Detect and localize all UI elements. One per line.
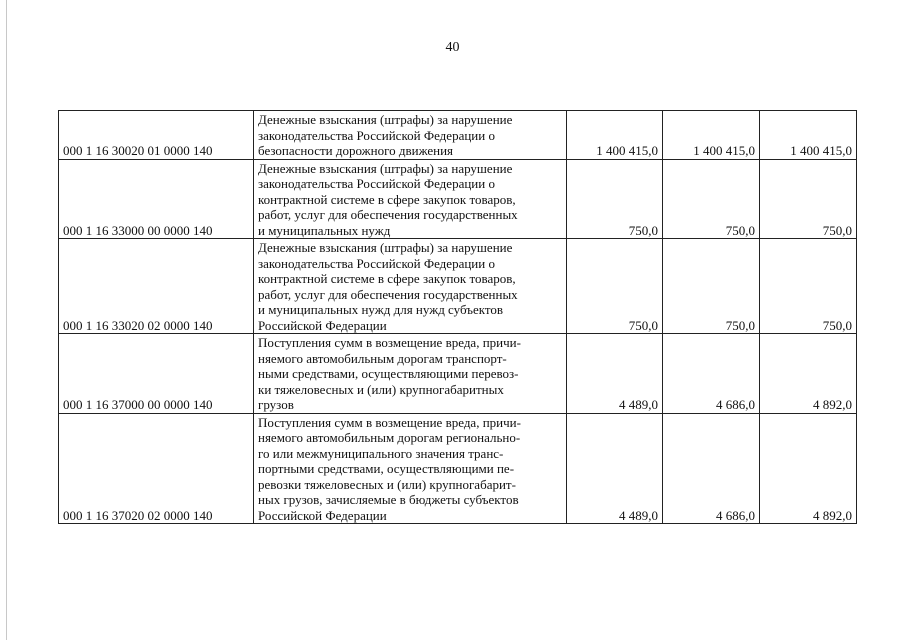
amount-year-2-cell: 1 400 415,0: [663, 111, 760, 160]
budget-table: [58, 110, 857, 524]
description-cell: [254, 334, 567, 414]
description-cell: [254, 111, 567, 160]
description-line: грузов: [258, 397, 294, 412]
description-line: работ, услуг для обеспечения государственных: [258, 207, 518, 222]
amount-year-1-cell: 750,0: [567, 239, 663, 334]
description-cell: [254, 413, 567, 524]
description-line: ревозки тяжеловесных и (или) крупногабарит-: [258, 476, 516, 492]
amount-year-3-cell: 4 892,0: [760, 413, 857, 524]
amount-year-3-cell: 750,0: [760, 239, 857, 334]
description-cell: [254, 159, 567, 239]
description-line: Денежные взыскания (штрафы) за нарушение: [258, 240, 513, 255]
description-line: контрактной системе в сфере закупок товаров,: [258, 271, 516, 286]
description-line: Поступления сумм в возмещение вреда, причи-: [258, 414, 521, 430]
description-cell: [254, 239, 567, 334]
description-line: и муниципальных нужд: [258, 222, 391, 238]
amount-year-2-cell: 4 686,0: [663, 413, 760, 524]
description-line: няемого автомобильным дорогам транспорт-: [258, 350, 507, 366]
description-line: няемого автомобильным дорогам регионально-: [258, 430, 521, 445]
description-line: и муниципальных нужд для нужд субъектов: [258, 302, 504, 317]
description-line: ными средствами, осуществляющими перевоз-: [258, 366, 519, 381]
kbk-code-cell: 000 1 16 37000 00 0000 140: [59, 334, 254, 414]
kbk-code-cell: 000 1 16 30020 01 0000 140: [59, 111, 254, 160]
amount-year-1-cell: 4 489,0: [567, 413, 663, 524]
description-line: ки тяжеловесных и (или) крупногабаритных: [258, 381, 504, 397]
kbk-code-cell: 000 1 16 33020 02 0000 140: [59, 239, 254, 334]
description-line: Поступления сумм в возмещение вреда, причи-: [258, 335, 521, 350]
amount-year-1-cell: 4 489,0: [567, 334, 663, 414]
scan-edge-line: [6, 0, 7, 640]
description-line: ных грузов, зачисляемые в бюджеты субъектов: [258, 492, 519, 507]
description-line: законодательства Российской Федерации о: [258, 176, 495, 191]
amount-year-1-cell: 1 400 415,0: [567, 111, 663, 160]
amount-year-2-cell: 750,0: [663, 159, 760, 239]
table-row: [59, 239, 857, 334]
description-line: контрактной системе в сфере закупок товаров,: [258, 191, 516, 207]
table-row: [59, 413, 857, 524]
table-row: [59, 111, 857, 160]
description-line: законодательства Российской Федерации о: [258, 127, 495, 143]
amount-year-1-cell: 750,0: [567, 159, 663, 239]
kbk-code-cell: 000 1 16 37020 02 0000 140: [59, 413, 254, 524]
table-row: [59, 159, 857, 239]
description-line: го или межмуниципального значения транс-: [258, 445, 504, 461]
description-line: Денежные взыскания (штрафы) за нарушение: [258, 160, 513, 176]
amount-year-2-cell: 750,0: [663, 239, 760, 334]
description-line: Российской Федерации: [258, 317, 387, 333]
description-line: законодательства Российской Федерации о: [258, 255, 495, 271]
description-line: безопасности дорожного движения: [258, 143, 454, 158]
amount-year-2-cell: 4 686,0: [663, 334, 760, 414]
amount-year-3-cell: 4 892,0: [760, 334, 857, 414]
description-line: работ, услуг для обеспечения государственных: [258, 286, 518, 302]
amount-year-3-cell: 750,0: [760, 159, 857, 239]
page-number: 40: [445, 40, 460, 55]
table-row: [59, 334, 857, 414]
description-line: Российской Федерации: [258, 507, 387, 523]
kbk-code-cell: 000 1 16 33000 00 0000 140: [59, 159, 254, 239]
description-line: Денежные взыскания (штрафы) за нарушение: [258, 112, 513, 127]
amount-year-3-cell: 1 400 415,0: [760, 111, 857, 160]
description-line: портными средствами, осуществляющими пе-: [258, 461, 515, 476]
